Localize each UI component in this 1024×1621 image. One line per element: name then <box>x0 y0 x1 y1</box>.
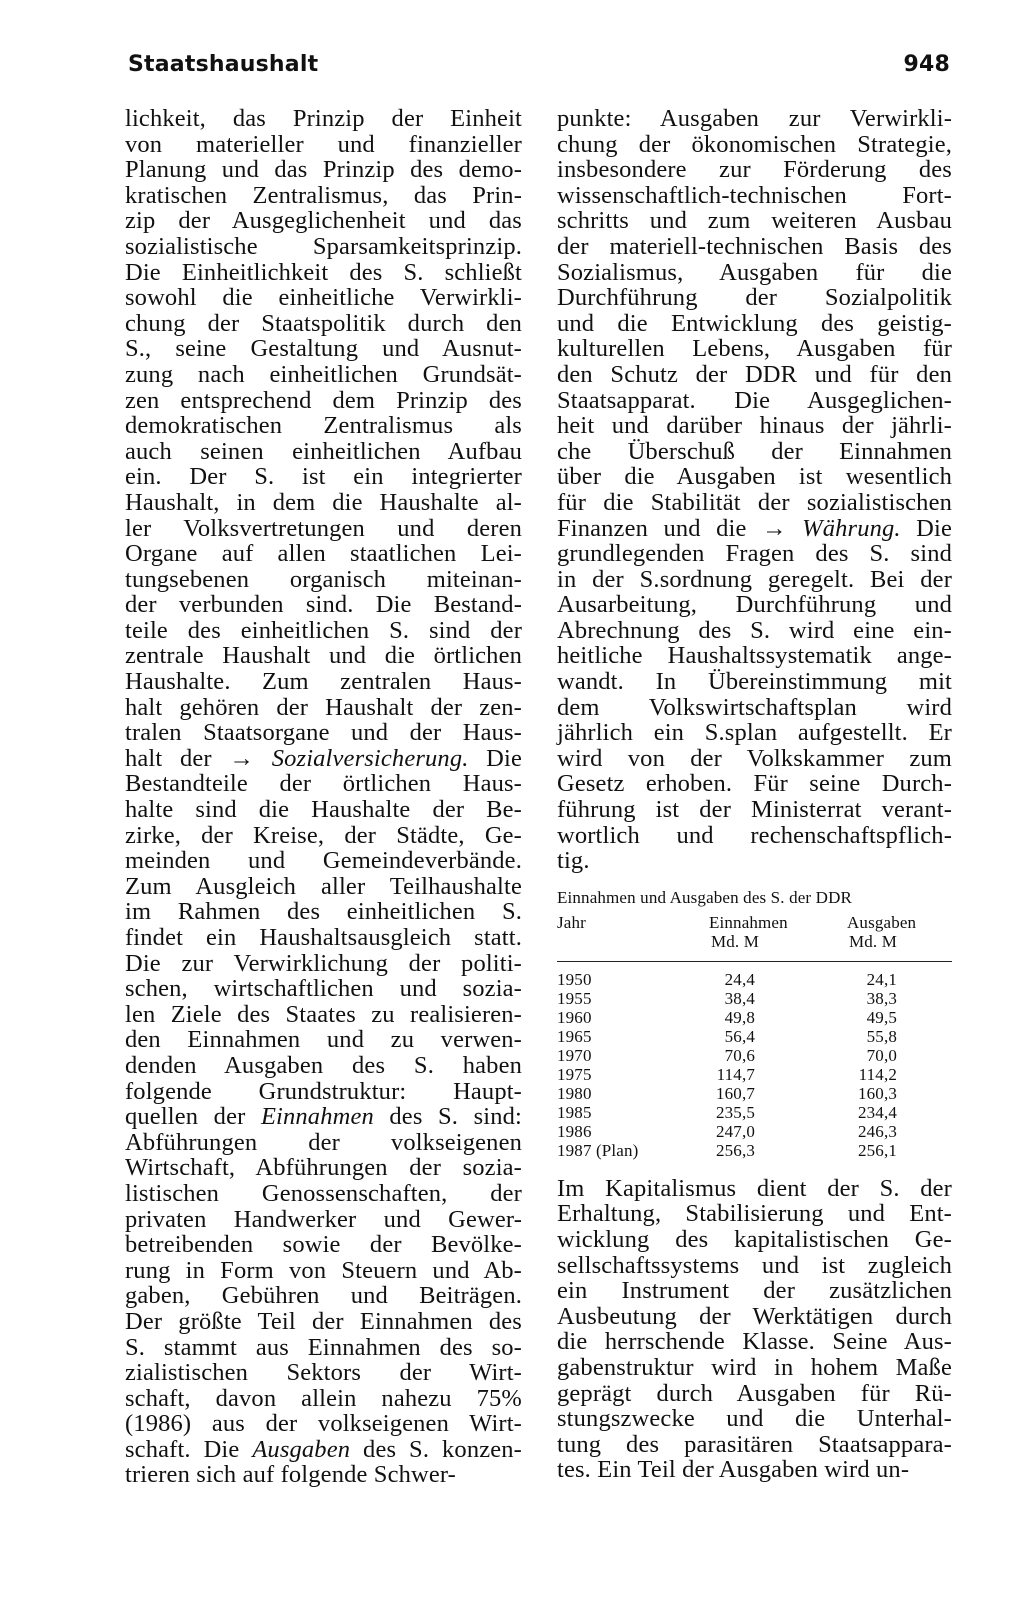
table-row <box>557 1065 952 1084</box>
text-line: Gesetz erhoben. Für seine Durch- <box>557 770 952 798</box>
right-column-top-text <box>557 106 952 874</box>
text-line: wird von der Volkskammer zum <box>557 744 952 772</box>
table-cell-income: 235,5 <box>716 1102 755 1122</box>
text-line: dem Volkswirtschaftsplan wird <box>557 693 952 721</box>
text-line: teile des einheitlichen S. sind der <box>125 616 522 644</box>
table-cell-income: 256,3 <box>716 1140 755 1160</box>
table-cell-expense: 234,4 <box>858 1102 897 1122</box>
text-line: der materiell-technischen Basis des <box>557 232 952 260</box>
text-line: grundlegenden Fragen des S. sind <box>557 540 952 568</box>
text-line: zung nach einheitlichen Grundsät- <box>125 360 522 388</box>
text-line: von materieller und finanzieller <box>125 130 522 158</box>
text-line: S. stammt aus Einnahmen des so- <box>125 1333 522 1361</box>
text-line: geprägt durch Ausgaben für Rü- <box>557 1379 952 1407</box>
text-line: den Schutz der DDR und für den <box>557 360 952 388</box>
table-cell-year: 1975 <box>557 1064 592 1084</box>
table-cell-expense: 38,3 <box>866 988 897 1008</box>
text-line: gabenstruktur wird in hohem Maße <box>557 1353 952 1381</box>
text-line: Ausarbeitung, Durchführung und <box>557 591 952 619</box>
table-cell-expense: 246,3 <box>858 1121 897 1141</box>
emphasized-term: Währung. <box>802 514 901 542</box>
table-caption: Einnahmen und Ausgaben des S. der DDR <box>557 887 852 907</box>
text-line: ein. Der S. ist ein integrierter <box>125 463 522 491</box>
table-cell-expense: 160,3 <box>858 1083 897 1103</box>
text-line: denden Ausgaben des S. haben <box>125 1051 522 1079</box>
text-line: zip der Ausgeglichenheit und das <box>125 207 522 235</box>
text-line: halte sind die Haushalte der Be- <box>125 796 522 824</box>
text-line: kulturellen Lebens, Ausgaben für <box>557 335 952 363</box>
text-line: Zum Ausgleich aller Teilhaushalte <box>125 872 522 900</box>
text-line: Durchführung der Sozialpolitik <box>557 284 952 312</box>
emphasized-term: Einnahmen <box>260 1103 374 1131</box>
page-header <box>128 52 950 86</box>
table-row <box>557 1027 952 1046</box>
table-row <box>557 970 952 989</box>
table-cell-expense: 55,8 <box>866 1026 897 1046</box>
text-line: punkte: Ausgaben zur Verwirkli- <box>557 105 952 132</box>
text-line: ein Instrument der zusätzlichen <box>557 1277 952 1305</box>
table-cell-year: 1950 <box>557 969 592 989</box>
text-line: Die Einheitlichkeit des S. schließt <box>125 258 522 286</box>
table-row <box>557 989 952 1008</box>
table-header-income-label: Einnahmen <box>709 912 788 932</box>
text-line: Finanzen und die → Währung. Die <box>557 514 952 542</box>
table-cell-expense: 49,5 <box>866 1007 897 1027</box>
text-line: die herrschende Klasse. Seine Aus- <box>557 1328 952 1356</box>
table-row <box>557 1122 952 1141</box>
table-row <box>557 1103 952 1122</box>
text-line: Staatsapparat. Die Ausgeglichen- <box>557 386 952 414</box>
table-cell-year: 1970 <box>557 1045 592 1065</box>
text-line: tungsebenen organisch miteinan- <box>125 565 522 593</box>
text-line: zialistischen Sektors der Wirt- <box>125 1359 522 1387</box>
text-line: den Einnahmen und zu verwen- <box>125 1026 522 1054</box>
text-line: sozialistische Sparsamkeitsprinzip. <box>125 232 522 260</box>
text-line: in der S.sordnung geregelt. Bei der <box>557 565 952 593</box>
text-line: S., seine Gestaltung und Ausnut- <box>125 335 522 363</box>
table-cell-year: 1985 <box>557 1102 592 1122</box>
text-line: che Überschuß der Einnahmen <box>557 437 952 465</box>
text-line: sowohl die einheitliche Verwirkli- <box>125 284 522 312</box>
text-line: halt der → Sozialversicherung. Die <box>125 744 522 772</box>
text-line: schaft, davon allein nahezu 75% <box>125 1384 522 1412</box>
text-line: stungszwecke und die Unterhal- <box>557 1405 952 1433</box>
text-line: Bestandteile der örtlichen Haus- <box>125 770 522 798</box>
text-line: rung in Form von Steuern und Ab- <box>125 1256 522 1284</box>
text-line: Die zur Verwirklichung der politi- <box>125 949 522 977</box>
table-cell-expense: 256,1 <box>858 1140 897 1160</box>
table-row <box>557 1141 952 1160</box>
text-line: Ausbeutung der Werktätigen durch <box>557 1302 952 1330</box>
text-line: betreibenden sowie der Bevölke- <box>125 1231 522 1259</box>
table-cell-year: 1955 <box>557 988 592 1008</box>
text-line: auch seinen einheitlichen Aufbau <box>125 437 522 465</box>
revenue-expense-table <box>557 888 952 1160</box>
table-header-expense-label: Ausgaben <box>847 912 917 932</box>
text-line: für die Stabilität der sozialistischen <box>557 488 952 516</box>
text-line: sellschaftssystems und ist zugleich <box>557 1251 952 1279</box>
table-row <box>557 1084 952 1103</box>
table-row <box>557 1008 952 1027</box>
text-line: Abführungen der volkseigenen <box>125 1128 522 1156</box>
text-line: wissenschaftlich-technischen Fort- <box>557 181 952 209</box>
text-line: findet ein Haushaltsausgleich statt. <box>125 924 522 951</box>
table-cell-expense: 24,1 <box>866 969 897 989</box>
table-cell-year: 1980 <box>557 1083 592 1103</box>
table-cell-year: 1965 <box>557 1026 592 1046</box>
left-column <box>125 106 522 1488</box>
table-cell-income: 24,4 <box>724 969 755 989</box>
table-cell-income: 56,4 <box>724 1026 755 1046</box>
table-cell-year: 1986 <box>557 1121 592 1141</box>
text-line: Erhaltung, Stabilisierung und Ent- <box>557 1200 952 1228</box>
table-header-expense <box>847 913 916 951</box>
emphasized-term: Sozialversicherung. <box>271 744 469 772</box>
table-header-income-unit: Md. M <box>711 931 759 951</box>
table-cell-income: 247,0 <box>716 1121 755 1141</box>
text-line: und die Entwicklung des geistig- <box>557 309 952 337</box>
text-line: folgende Grundstruktur: Haupt- <box>125 1077 522 1105</box>
table-cell-income: 114,7 <box>716 1064 755 1084</box>
table-header-expense-unit: Md. M <box>849 931 897 951</box>
text-line: kratischen Zentralismus, das Prin- <box>125 181 522 209</box>
text-line: wandt. In Übereinstimmung mit <box>557 668 952 696</box>
text-line: der verbunden sind. Die Bestand- <box>125 591 522 619</box>
text-line: Wirtschaft, Abführungen der sozia- <box>125 1154 522 1182</box>
text-line: Haushalte. Zum zentralen Haus- <box>125 668 522 696</box>
table-cell-expense: 70,0 <box>866 1045 897 1065</box>
text-line: Abrechnung des S. wird eine ein- <box>557 616 952 644</box>
emphasized-term: Ausgaben <box>252 1435 351 1463</box>
right-column <box>557 106 952 1483</box>
text-line: tralen Staatsorgane und der Haus- <box>125 719 522 747</box>
table-row <box>557 1046 952 1065</box>
text-line: tung des parasitären Staatsappara- <box>557 1430 952 1458</box>
text-line: über die Ausgaben ist wesentlich <box>557 463 952 491</box>
text-line: ler Volksvertretungen und deren <box>125 514 522 542</box>
page-number: 948 <box>903 52 950 77</box>
table-cell-year: 1987 (Plan) <box>557 1140 639 1160</box>
text-line: schaft. Die Ausgaben des S. konzen- <box>125 1435 522 1463</box>
table-body <box>557 970 952 1160</box>
right-column-bottom-text <box>557 1176 952 1483</box>
text-line: lichkeit, das Prinzip der Einheit <box>125 105 522 132</box>
text-line: (1986) aus der volkseigenen Wirt- <box>125 1410 522 1438</box>
text-line: insbesondere zur Förderung des <box>557 156 952 184</box>
text-line: tig. <box>557 847 590 875</box>
table-cell-income: 70,6 <box>724 1045 755 1065</box>
text-line: trieren sich auf folgende Schwer- <box>125 1461 456 1489</box>
text-line: schritts und zum weiteren Ausbau <box>557 207 952 235</box>
text-line: gaben, Gebühren und Beiträgen. <box>125 1282 522 1310</box>
text-line: len Ziele des Staates zu realisieren- <box>125 1000 522 1028</box>
text-line: zen entsprechend dem Prinzip des <box>125 386 522 414</box>
table-header <box>557 913 952 962</box>
running-title: Staatshaushalt <box>128 52 319 77</box>
text-line: privaten Handwerker und Gewer- <box>125 1205 522 1233</box>
text-line: Haushalt, in dem die Haushalte al- <box>125 488 522 516</box>
text-line: schen, wirtschaftlichen und sozia- <box>125 975 522 1003</box>
text-line: chung der Staatspolitik durch den <box>125 309 522 337</box>
text-line: Planung und das Prinzip des demo- <box>125 156 522 184</box>
text-line: Sozialismus, Ausgaben für die <box>557 258 952 286</box>
table-cell-expense: 114,2 <box>858 1064 897 1084</box>
table-header-year: Jahr <box>557 912 586 932</box>
text-line: chung der ökonomischen Strategie, <box>557 130 952 158</box>
text-line: Der größte Teil der Einnahmen des <box>125 1307 522 1335</box>
text-line: wicklung des kapitalistischen Ge- <box>557 1226 952 1253</box>
text-line: halt gehören der Haushalt der zen- <box>125 693 522 721</box>
table-cell-income: 160,7 <box>716 1083 755 1103</box>
table-cell-income: 49,8 <box>724 1007 755 1027</box>
text-line: wortlich und rechenschaftspflich- <box>557 821 952 849</box>
text-line: heit und darüber hinaus der jährli- <box>557 412 952 440</box>
text-line: quellen der Einnahmen des S. sind: <box>125 1103 522 1131</box>
text-line: führung ist der Ministerrat verant- <box>557 796 952 824</box>
table-cell-year: 1960 <box>557 1007 592 1027</box>
text-line: listischen Genossenschaften, der <box>125 1179 522 1207</box>
table-header-income <box>709 913 788 951</box>
text-line: jährlich ein S.splan aufgestellt. Er <box>557 719 952 747</box>
text-line: demokratischen Zentralismus als <box>125 412 522 440</box>
text-line: zirke, der Kreise, der Städte, Ge- <box>125 821 522 849</box>
text-line: im Rahmen des einheitlichen S. <box>125 898 522 926</box>
text-line: Im Kapitalismus dient der S. der <box>557 1174 952 1202</box>
table-cell-income: 38,4 <box>724 988 755 1008</box>
text-line: zentrale Haushalt und die örtlichen <box>125 642 522 670</box>
text-line: heitliche Haushaltssystematik ange- <box>557 642 952 670</box>
text-line: meinden und Gemeindeverbände. <box>125 847 522 875</box>
text-line: Organe auf allen staatlichen Lei- <box>125 540 522 568</box>
text-line: tes. Ein Teil der Ausgaben wird un- <box>557 1456 910 1484</box>
